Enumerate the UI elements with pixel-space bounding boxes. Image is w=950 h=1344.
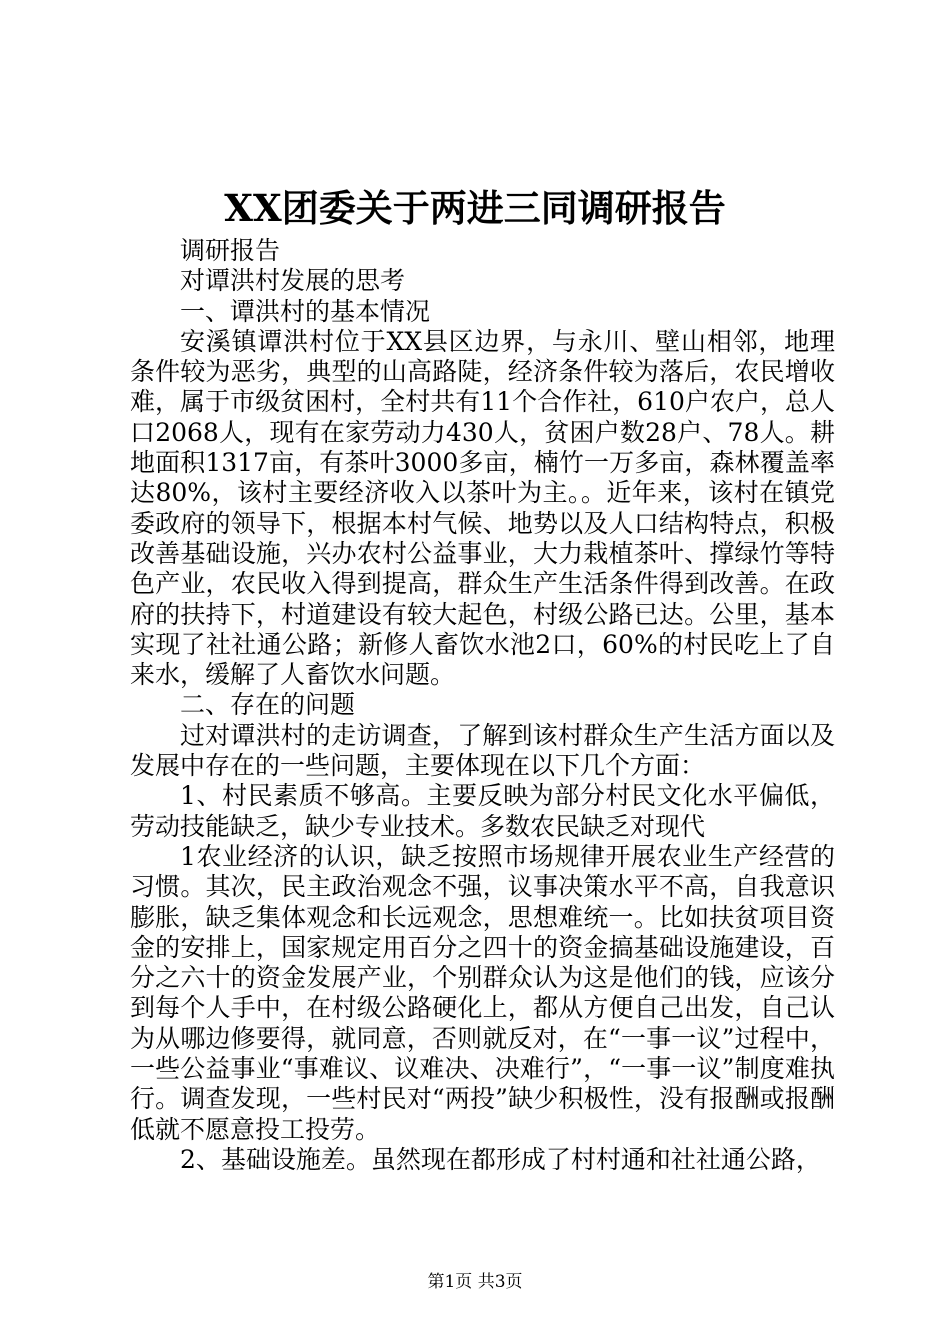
document-title: XX团委关于两进三同调研报告 [224,186,726,230]
paragraph-problems-intro: 过对谭洪村的走访调查，了解到该村群众生产生活方面以及发展中存在的一些问题，主要体现在以下几个方面： [130,720,835,781]
section-heading-problems: 二、存在的问题 [180,690,356,720]
page-footer: 第1页 共3页 [427,1272,523,1292]
section-heading-basic-situation: 一、谭洪村的基本情况 [180,296,431,326]
paragraph-problem-2: 2、基础设施差。虽然现在都形成了村村通和社社通公路， [180,1144,821,1174]
paragraph-subtitle: 对谭洪村发展的思考 [180,266,406,296]
paragraph-basic-situation: 安溪镇谭洪村位于XX县区边界，与永川、壁山相邻，地理条件较为恶劣，典型的山高路陡，经济条件较为落后，农民增收难，属于市级贫困村，全村共有11个合作社，610户农户，总人口2068人，现有在家劳动力430人，贫困户数28户、78人。耕地面积1317亩，有茶叶3000多亩，楠竹一万多亩，森林覆盖率达80%，该村主要经济收入以茶叶为主。。近年来，该村在镇党委政府的领导下，根据本村气候、地势以及人口结构特点，积极改善基础设施，兴办农村公益事业，大力栽植茶叶、撑绿竹等特色产业，农民收入得到提高，群众生产生活条件得到改善。在政府的扶持下，村道建设有较大起色，村级公路已达。公里，基本实现了社社通公路；新修人畜饮水池2口，60%的村民吃上了自来水，缓解了人畜饮水问题。 [130,326,835,690]
paragraph-report-label: 调研报告 [180,236,281,265]
paragraph-problem-1: 1、村民素质不够高。主要反映为部分村民文化水平偏低，劳动技能缺乏，缺少专业技术。多数农民缺乏对现代 [130,781,835,841]
paragraph-problem-1-continued: 1农业经济的认识，缺乏按照市场规律开展农业生产经营的习惯。其次，民主政治观念不强，议事决策水平不高，自我意识膨胀，缺乏集体观念和长远观念，思想难统一。比如扶贫项目资金的安排上，国家规定用百分之四十的资金搞基础设施建设，百分之六十的资金发展产业，个别群众认为这是他们的钱，应该分到每个人手中，在村级公路硬化上，都从方便自己出发，自己认为从哪边修要得，就同意，否则就反对，在“一事一议”过程中，一些公益事业“事难议、议难决、决难行”，“一事一议”制度难执行。调查发现，一些村民对“两投”缺少积极性，没有报酬或报酬低就不愿意投工投劳。 [130,841,835,1144]
document-body [130,236,835,1175]
